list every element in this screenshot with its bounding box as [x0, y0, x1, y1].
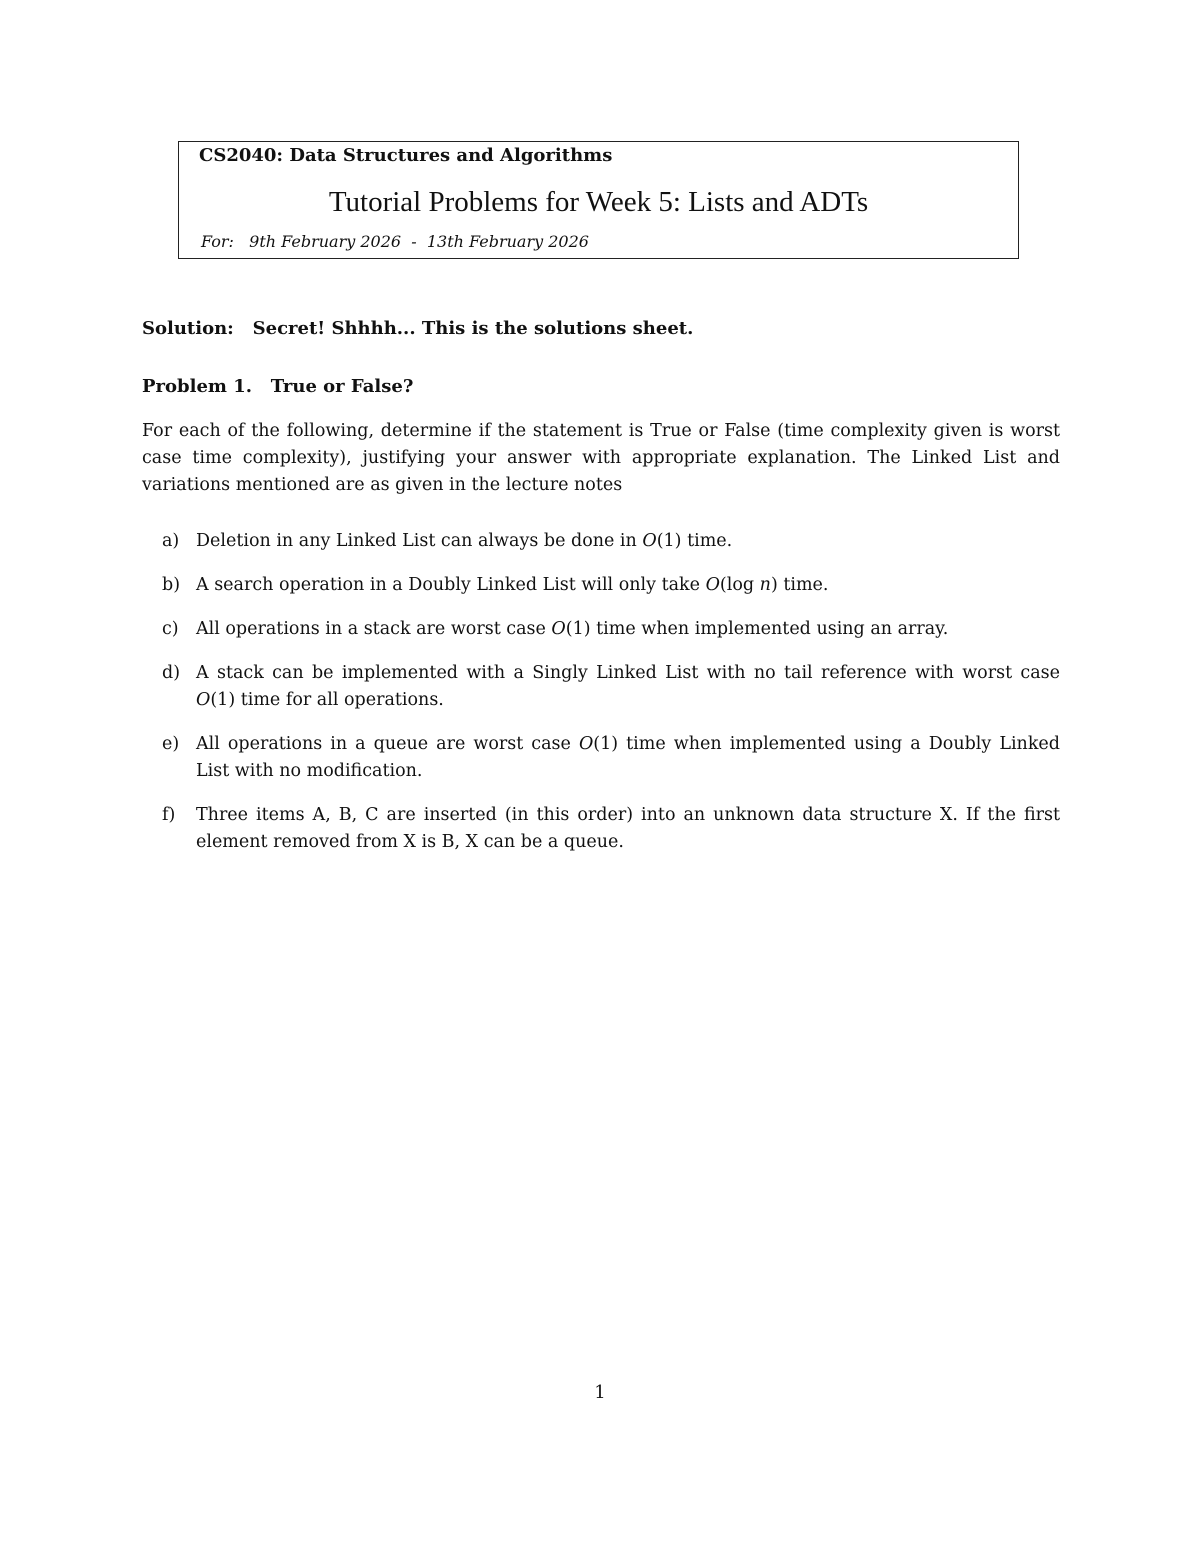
math-symbol: O — [705, 575, 720, 595]
problem-items — [142, 528, 1060, 873]
list-item — [142, 660, 1060, 714]
item-label: a) — [162, 531, 180, 551]
math-symbol: O — [642, 531, 657, 551]
item-text: (1) time. — [656, 531, 733, 551]
problem-heading: Problem 1. True or False? — [142, 376, 414, 397]
header-box — [178, 141, 1019, 259]
list-item — [142, 572, 1060, 599]
item-label: b) — [162, 575, 181, 595]
item-label: e) — [162, 734, 180, 754]
item-text: (log — [719, 575, 760, 595]
list-item — [142, 802, 1060, 856]
document-title: Tutorial Problems for Week 5: Lists and ADTs — [328, 186, 869, 218]
item-text: A stack can be implemented with a Singly Linked List with no tail reference with worst case — [196, 663, 1060, 683]
math-symbol: O — [196, 690, 211, 710]
problem-intro: For each of the following, determine if the statement is True or False (time complexity given is worst case time complexity), justifying your answer with appropriate explanation. The Linked List and variations mentioned are as given in the lecture notes — [142, 421, 1060, 495]
item-text: All operations in a stack are worst case — [196, 619, 552, 639]
course-name: CS2040: Data Structures and Algorithms — [199, 145, 613, 166]
item-text: Three items A, B, C are inserted (in this order) into an unknown data structure X. If the first element removed from X is B, X can be a queue. — [196, 805, 1060, 852]
item-label: c) — [162, 619, 179, 639]
list-item — [142, 616, 1060, 643]
list-item — [142, 731, 1060, 785]
item-label: d) — [162, 663, 181, 683]
math-symbol: O — [551, 619, 566, 639]
item-text: Deletion in any Linked List can always be done in — [196, 531, 643, 551]
item-text: All operations in a queue are worst case — [196, 734, 579, 754]
item-label: f) — [162, 805, 176, 825]
item-text: (1) time when implemented using a Doubly Linked List with no modification. — [196, 734, 1060, 781]
item-text: (1) time when implemented using an array. — [565, 619, 949, 639]
page-number: 1 — [594, 1382, 606, 1403]
math-symbol: n — [759, 575, 771, 595]
item-text: (1) time for all operations. — [210, 690, 444, 710]
item-text: ) time. — [770, 575, 829, 595]
math-symbol: O — [578, 734, 594, 754]
item-text: A search operation in a Doubly Linked List will only take — [196, 575, 706, 595]
date-range: For: 9th February 2026 - 13th February 2026 — [201, 232, 589, 251]
solution-note: Solution: Secret! Shhhh... This is the solutions sheet. — [142, 318, 694, 339]
list-item — [142, 528, 1060, 555]
